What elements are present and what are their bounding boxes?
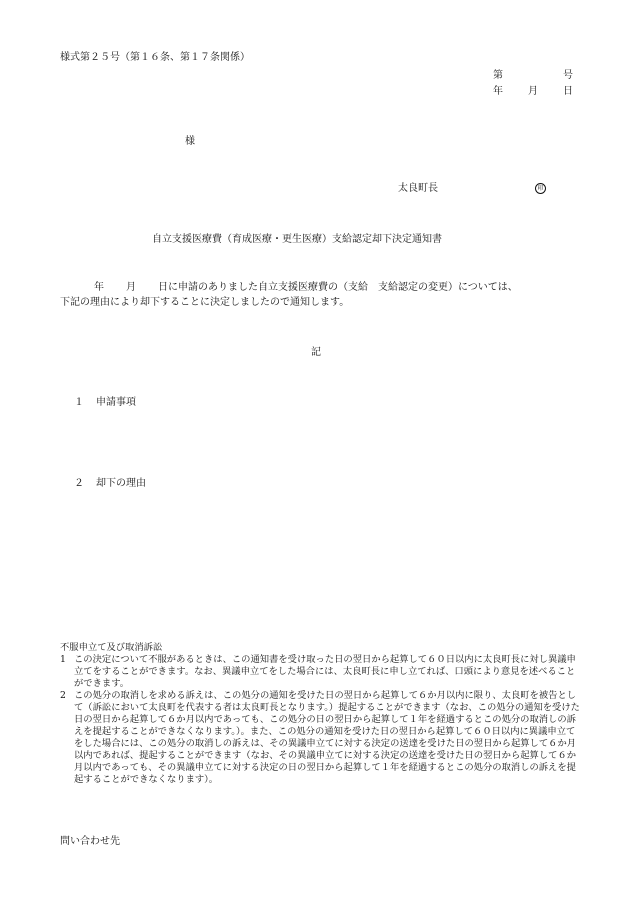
appeal-item-1 [60, 654, 580, 690]
item-2-label: 却下の理由 [96, 478, 146, 489]
body-line-1-rest: 日に申請のありました自立支援医療費の（支給 支給認定の変更）については、 [158, 282, 518, 293]
item-1-label: 申請事項 [96, 397, 136, 408]
ki-heading: 記 [311, 347, 321, 358]
date-month: 月 [528, 86, 538, 97]
body-paragraph [60, 280, 580, 310]
body-year: 年 [94, 282, 104, 293]
appeal-item-1-num: 1 [60, 654, 66, 665]
date-day: 日 [563, 86, 573, 97]
appeal-item-1-text: この決定について不服があるときは、この通知書を受け取った日の翌日から起算して６０日以内に太良町長に対し異議申立てをすることができます。なお、異議申立てをした場合には、太良町長に申し立てれば、口頭により意見を述べることができます。 [74, 654, 576, 689]
document-title: 自立支援医療費（育成医療・更生医療）支給認定却下決定通知書 [152, 234, 442, 245]
seal-icon: 印 [535, 183, 546, 194]
item-2-num: ２ [74, 478, 84, 489]
appeal-item-2-num: 2 [60, 690, 66, 701]
appeal-item-2-text: この処分の取消しを求める訴えは、この処分の通知を受けた日の翌日から起算して６か月以内に限り、太良町を被告として（訴訟において太良町を代表する者は太良町長となります。）提起することができます（なお、この処分の通知を受けた日の翌日から起算して６か月以内であっても、この処分の日の翌日から起算して１年を経過するとこの処分の取消しの訴えを提起することができなくなります。）。また、この処分の通知を受けた日の翌日から起算して６０日以内に異議申立てをした場合には、この処分の取消しの訴えは、その異議申立てに対する決定の送達を受けた日の翌日から起算して６か月以内であれば、提起することができます（なお、その異議申立てに対する決定の送達を受けた日の翌日から起算して６か月以内であっても、その異議申立てに対する決定の日の翌日から起算して１年を経過するとこの処分の取消しの訴えを提起することができなくなります）。 [74, 690, 580, 785]
body-month: 月 [126, 282, 136, 293]
appeal-item-2 [60, 690, 580, 786]
doc-number-suffix: 号 [563, 70, 573, 81]
sender-title: 太良町長 [398, 183, 438, 194]
contact-label: 問い合わせ先 [60, 836, 120, 847]
doc-number-prefix: 第 [493, 70, 503, 81]
appeal-heading: 不服申立て及び取消訴訟 [60, 642, 163, 653]
appeal-section [60, 642, 580, 786]
body-line-2: 下記の理由により却下することに決定しましたので通知します。 [60, 297, 350, 308]
body-line-1 [60, 280, 580, 295]
form-label: 様式第２５号（第１６条、第１７条関係） [60, 52, 250, 63]
item-1 [74, 397, 136, 409]
item-2 [74, 478, 146, 490]
recipient-honorific: 様 [185, 136, 195, 147]
date-year: 年 [493, 86, 503, 97]
seal-mark [535, 183, 546, 195]
item-1-num: １ [74, 397, 84, 408]
